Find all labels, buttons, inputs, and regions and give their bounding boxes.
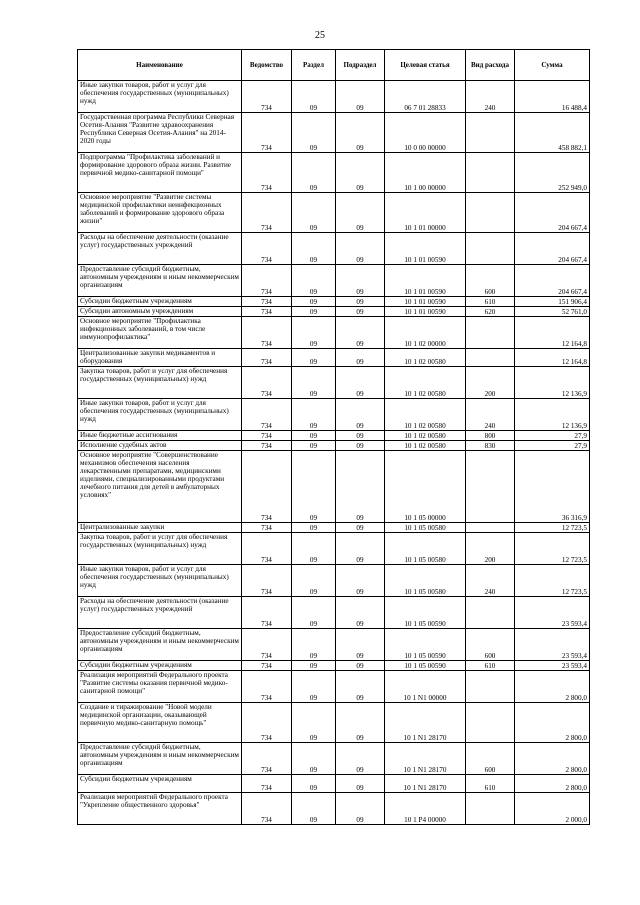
table-row [78, 113, 590, 153]
cell-expense-type [466, 233, 515, 265]
cell-subsection: 09 [336, 671, 385, 703]
cell-department: 734 [242, 743, 292, 775]
cell-expense-type [466, 317, 515, 349]
table-header-row [78, 50, 590, 81]
cell-name: Основное мероприятие "Развитие системы медицинской профилактики неинфекционных заболеваний и формирование здорового образа жизни" [78, 193, 242, 233]
cell-department: 734 [242, 775, 292, 793]
cell-expense-type [466, 703, 515, 743]
table-row [78, 399, 590, 431]
cell-expense-type [466, 349, 515, 367]
cell-department: 734 [242, 349, 292, 367]
cell-sum: 23 593,4 [515, 661, 590, 671]
cell-target-item: 06 7 01 28833 [385, 81, 466, 113]
cell-expense-type: 240 [466, 565, 515, 597]
cell-subsection: 09 [336, 565, 385, 597]
cell-section: 09 [292, 367, 336, 399]
table-row [78, 297, 590, 307]
cell-target-item: 10 1 01 00000 [385, 193, 466, 233]
cell-section: 09 [292, 703, 336, 743]
cell-section: 09 [292, 431, 336, 441]
cell-department: 734 [242, 367, 292, 399]
cell-target-item: 10 1 01 00590 [385, 297, 466, 307]
cell-target-item: 10 1 02 00580 [385, 399, 466, 431]
table-row [78, 523, 590, 533]
cell-department: 734 [242, 193, 292, 233]
cell-name: Расходы на обеспечение деятельности (оказание услуг) государственных учреждений [78, 233, 242, 265]
cell-department: 734 [242, 431, 292, 441]
table-row [78, 193, 590, 233]
cell-name: Исполнение судебных актов [78, 441, 242, 451]
cell-subsection: 09 [336, 349, 385, 367]
cell-name: Закупка товаров, работ и услуг для обеспечения государственных (муниципальных) нужд [78, 533, 242, 565]
cell-department: 734 [242, 597, 292, 629]
cell-department: 734 [242, 153, 292, 193]
cell-subsection: 09 [336, 629, 385, 661]
cell-subsection: 09 [336, 533, 385, 565]
cell-name: Централизованные закупки медикаментов и оборудования [78, 349, 242, 367]
cell-section: 09 [292, 523, 336, 533]
cell-subsection: 09 [336, 233, 385, 265]
cell-section: 09 [292, 793, 336, 825]
cell-subsection: 09 [336, 317, 385, 349]
cell-section: 09 [292, 629, 336, 661]
cell-subsection: 09 [336, 367, 385, 399]
header-section: Раздел [292, 50, 336, 81]
cell-sum: 2 800,0 [515, 743, 590, 775]
cell-sum: 23 593,4 [515, 629, 590, 661]
cell-target-item: 10 1 02 00580 [385, 349, 466, 367]
cell-sum: 458 882,1 [515, 113, 590, 153]
cell-department: 734 [242, 703, 292, 743]
cell-sum: 12 723,5 [515, 533, 590, 565]
cell-sum: 27,9 [515, 441, 590, 451]
cell-expense-type [466, 451, 515, 523]
table-row [78, 307, 590, 317]
cell-target-item: 10 1 P4 00000 [385, 793, 466, 825]
table-row [78, 317, 590, 349]
cell-section: 09 [292, 533, 336, 565]
cell-subsection: 09 [336, 297, 385, 307]
table-row [78, 81, 590, 113]
cell-name: Субсидии бюджетным учреждениям [78, 775, 242, 793]
cell-section: 09 [292, 597, 336, 629]
cell-sum: 23 593,4 [515, 597, 590, 629]
cell-expense-type: 830 [466, 441, 515, 451]
header-name: Наименование [78, 50, 242, 81]
cell-sum: 12 164,8 [515, 317, 590, 349]
cell-expense-type: 610 [466, 661, 515, 671]
table-row [78, 441, 590, 451]
cell-section: 09 [292, 775, 336, 793]
cell-target-item: 10 1 05 00580 [385, 523, 466, 533]
cell-section: 09 [292, 233, 336, 265]
cell-name: Закупка товаров, работ и услуг для обеспечения государственных (муниципальных) нужд [78, 367, 242, 399]
cell-section: 09 [292, 441, 336, 451]
cell-subsection: 09 [336, 703, 385, 743]
cell-section: 09 [292, 153, 336, 193]
cell-expense-type [466, 153, 515, 193]
cell-subsection: 09 [336, 431, 385, 441]
cell-target-item: 10 1 02 00580 [385, 441, 466, 451]
cell-section: 09 [292, 297, 336, 307]
cell-department: 734 [242, 113, 292, 153]
cell-name: Предоставление субсидий бюджетным, автономным учреждениям и иным некоммерческим организациям [78, 743, 242, 775]
cell-subsection: 09 [336, 307, 385, 317]
cell-expense-type [466, 597, 515, 629]
table-row [78, 629, 590, 661]
page-number: 25 [315, 30, 325, 41]
table-row [78, 233, 590, 265]
cell-subsection: 09 [336, 523, 385, 533]
cell-section: 09 [292, 661, 336, 671]
cell-name: Реализация мероприятий Федерального проекта "Развитие системы оказания первичной медико-санитарной помощи" [78, 671, 242, 703]
cell-department: 734 [242, 565, 292, 597]
cell-section: 09 [292, 265, 336, 297]
cell-subsection: 09 [336, 265, 385, 297]
cell-name: Основное мероприятие "Совершенствование механизмов обеспечения населения лекарственными препаратами, медицинскими изделиями, специализированными продуктами лечебного питания для детей в амбулаторных условиях" [78, 451, 242, 523]
header-expense-type: Вид расхода [466, 50, 515, 81]
budget-table [77, 49, 590, 825]
cell-department: 734 [242, 317, 292, 349]
cell-section: 09 [292, 81, 336, 113]
cell-name: Субсидии бюджетным учреждениям [78, 661, 242, 671]
cell-expense-type: 240 [466, 81, 515, 113]
cell-subsection: 09 [336, 441, 385, 451]
table-row [78, 661, 590, 671]
cell-department: 734 [242, 523, 292, 533]
cell-department: 734 [242, 233, 292, 265]
cell-sum: 2 800,0 [515, 671, 590, 703]
table-row [78, 367, 590, 399]
cell-sum: 151 906,4 [515, 297, 590, 307]
cell-sum: 52 761,0 [515, 307, 590, 317]
cell-sum: 2 800,0 [515, 703, 590, 743]
cell-name: Реализация мероприятий Федерального проекта "Укрепление общественного здоровья" [78, 793, 242, 825]
cell-name: Централизованные закупки [78, 523, 242, 533]
cell-expense-type [466, 113, 515, 153]
cell-target-item: 10 1 02 00000 [385, 317, 466, 349]
cell-section: 09 [292, 399, 336, 431]
table-row [78, 671, 590, 703]
table-row [78, 565, 590, 597]
cell-expense-type: 610 [466, 297, 515, 307]
cell-expense-type [466, 193, 515, 233]
cell-section: 09 [292, 671, 336, 703]
table-row [78, 451, 590, 523]
cell-sum: 12 723,5 [515, 565, 590, 597]
cell-sum: 12 136,9 [515, 399, 590, 431]
cell-name: Подпрограмма "Профилактика заболеваний и формирование здорового образа жизни. Развитие первичной медико-санитарной помощи" [78, 153, 242, 193]
cell-sum: 36 316,9 [515, 451, 590, 523]
cell-target-item: 10 1 05 00580 [385, 533, 466, 565]
table-row [78, 533, 590, 565]
table-row [78, 775, 590, 793]
cell-department: 734 [242, 671, 292, 703]
cell-expense-type: 240 [466, 399, 515, 431]
cell-expense-type: 600 [466, 265, 515, 297]
cell-section: 09 [292, 113, 336, 153]
cell-name: Субсидии автономным учреждениям [78, 307, 242, 317]
cell-sum: 204 667,4 [515, 265, 590, 297]
cell-name: Государственная программа Республики Северная Осетия-Алания "Развитие здравоохранения Республики Северная Осетия-Алания" на 2014-2020 годы [78, 113, 242, 153]
cell-department: 734 [242, 81, 292, 113]
cell-section: 09 [292, 317, 336, 349]
cell-name: Иные закупки товаров, работ и услуг для обеспечения государственных (муниципальных) нужд [78, 81, 242, 113]
cell-sum: 2 000,0 [515, 793, 590, 825]
cell-sum: 204 667,4 [515, 233, 590, 265]
cell-expense-type [466, 523, 515, 533]
cell-sum: 16 488,4 [515, 81, 590, 113]
cell-target-item: 10 1 N1 00000 [385, 671, 466, 703]
cell-target-item: 10 1 05 00590 [385, 661, 466, 671]
cell-department: 734 [242, 307, 292, 317]
cell-expense-type: 800 [466, 431, 515, 441]
cell-subsection: 09 [336, 661, 385, 671]
cell-sum: 2 800,0 [515, 775, 590, 793]
cell-target-item: 10 1 02 00580 [385, 431, 466, 441]
cell-name: Создание и тиражирование "Новой модели медицинской организации, оказывающей первичную медико-санитарную помощь" [78, 703, 242, 743]
cell-name: Иные закупки товаров, работ и услуг для обеспечения государственных (муниципальных) нужд [78, 399, 242, 431]
table-row [78, 793, 590, 825]
cell-department: 734 [242, 297, 292, 307]
cell-name: Субсидии бюджетным учреждениям [78, 297, 242, 307]
cell-name: Расходы на обеспечение деятельности (оказание услуг) государственных учреждений [78, 597, 242, 629]
table-row [78, 597, 590, 629]
table-row [78, 703, 590, 743]
cell-department: 734 [242, 533, 292, 565]
cell-department: 734 [242, 451, 292, 523]
cell-subsection: 09 [336, 113, 385, 153]
header-department: Ведомство [242, 50, 292, 81]
header-subsection: Подраздел [336, 50, 385, 81]
table-row [78, 431, 590, 441]
cell-target-item: 10 1 01 00590 [385, 233, 466, 265]
cell-department: 734 [242, 399, 292, 431]
cell-section: 09 [292, 743, 336, 775]
cell-target-item: 10 1 05 00580 [385, 565, 466, 597]
cell-target-item: 10 1 N1 28170 [385, 743, 466, 775]
cell-sum: 204 667,4 [515, 193, 590, 233]
cell-target-item: 10 1 N1 28170 [385, 775, 466, 793]
cell-department: 734 [242, 661, 292, 671]
cell-name: Предоставление субсидий бюджетным, автономным учреждениям и иным некоммерческим организациям [78, 629, 242, 661]
cell-subsection: 09 [336, 793, 385, 825]
cell-subsection: 09 [336, 399, 385, 431]
cell-sum: 12 723,5 [515, 523, 590, 533]
cell-department: 734 [242, 629, 292, 661]
cell-expense-type: 620 [466, 307, 515, 317]
cell-sum: 12 136,9 [515, 367, 590, 399]
cell-section: 09 [292, 193, 336, 233]
cell-sum: 252 949,0 [515, 153, 590, 193]
cell-subsection: 09 [336, 193, 385, 233]
header-sum: Сумма [515, 50, 590, 81]
header-target-item: Целевая статья [385, 50, 466, 81]
cell-section: 09 [292, 307, 336, 317]
cell-sum: 12 164,8 [515, 349, 590, 367]
cell-target-item: 10 1 05 00590 [385, 597, 466, 629]
cell-subsection: 09 [336, 451, 385, 523]
cell-department: 734 [242, 793, 292, 825]
cell-subsection: 09 [336, 775, 385, 793]
cell-expense-type [466, 671, 515, 703]
cell-expense-type: 600 [466, 743, 515, 775]
cell-name: Предоставление субсидий бюджетным, автономным учреждениям и иным некоммерческим организациям [78, 265, 242, 297]
table-row [78, 265, 590, 297]
cell-section: 09 [292, 451, 336, 523]
cell-expense-type: 610 [466, 775, 515, 793]
cell-target-item: 10 1 01 00590 [385, 307, 466, 317]
cell-target-item: 10 1 N1 28170 [385, 703, 466, 743]
cell-target-item: 10 0 00 00000 [385, 113, 466, 153]
cell-subsection: 09 [336, 597, 385, 629]
cell-target-item: 10 1 05 00000 [385, 451, 466, 523]
cell-expense-type: 600 [466, 629, 515, 661]
cell-sum: 27,9 [515, 431, 590, 441]
cell-department: 734 [242, 265, 292, 297]
cell-section: 09 [292, 349, 336, 367]
cell-name: Иные бюджетные ассигнования [78, 431, 242, 441]
cell-expense-type: 200 [466, 533, 515, 565]
table-row [78, 743, 590, 775]
cell-target-item: 10 1 01 00590 [385, 265, 466, 297]
table-row [78, 349, 590, 367]
cell-section: 09 [292, 565, 336, 597]
cell-target-item: 10 1 02 00580 [385, 367, 466, 399]
cell-department: 734 [242, 441, 292, 451]
cell-target-item: 10 1 00 00000 [385, 153, 466, 193]
cell-subsection: 09 [336, 153, 385, 193]
table-row [78, 153, 590, 193]
cell-name: Основное мероприятие "Профилактика инфекционных заболеваний, в том числе иммунопрофилактика" [78, 317, 242, 349]
cell-expense-type: 200 [466, 367, 515, 399]
cell-subsection: 09 [336, 81, 385, 113]
cell-subsection: 09 [336, 743, 385, 775]
cell-name: Иные закупки товаров, работ и услуг для обеспечения государственных (муниципальных) нужд [78, 565, 242, 597]
cell-expense-type [466, 793, 515, 825]
cell-target-item: 10 1 05 00590 [385, 629, 466, 661]
